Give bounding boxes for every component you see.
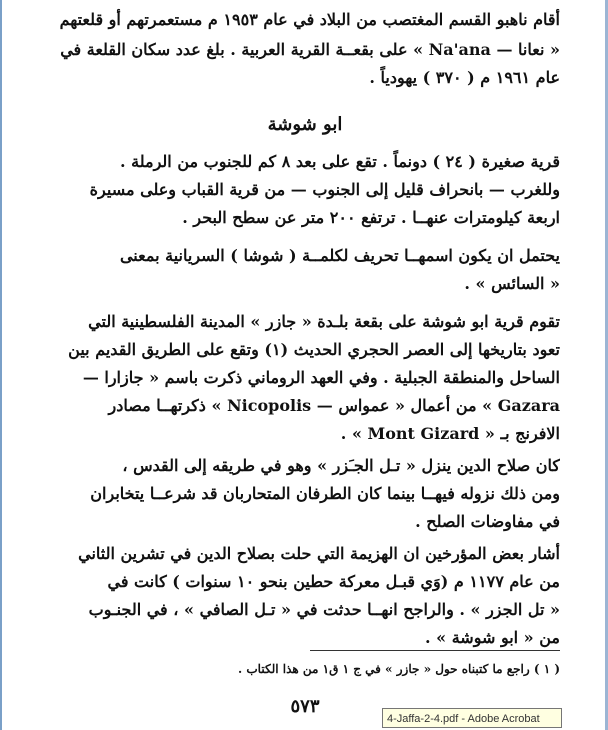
text-line: الافرنج بـ « Mont Gizard » . — [340, 424, 560, 443]
window-frame-left — [0, 0, 2, 730]
window-title-tooltip: 4-Jaffa-2-4.pdf - Adobe Acrobat — [382, 708, 562, 728]
text-line: « نعانا — Na'ana » على بقعــة القرية العربية . بلغ عدد سكان القلعة في — [60, 40, 560, 59]
section-heading: ابو شوشة — [267, 114, 343, 135]
text-line: أشار بعض المؤرخين ان الهزيمة التي حلت بصلاح الدين في تشرين الثاني — [78, 544, 560, 563]
text-line: اربعة كيلومترات عنهــا . ترتفع ٢٠٠ متر عن سطح البحر . — [182, 208, 560, 227]
text-line: يحتمل ان يكون اسمهــا تحريف لكلمــة ( شوشا ) السريانية بمعنى — [119, 246, 560, 265]
text-line: « تل الجزر » . والراجح انهــا حدثت في « تـل الصافي » ، في الجنـوب — [88, 600, 560, 619]
text-line: في مفاوضات الصلح . — [415, 512, 560, 531]
text-line: ومن ذلك نزوله فيهــا بينما كان الطرفان المتحاربان قد شرعــا يتخابران — [90, 484, 560, 503]
text-line: عام ١٩٦١ م ( ٣٧٠ ) يهودياً . — [369, 68, 560, 87]
footnote-separator — [310, 650, 560, 651]
text-line: Gazara » من أعمال « عمواس — Nicopolis » ذكرتهــا مصادر — [108, 396, 560, 415]
text-line: « السائس » . — [464, 274, 560, 293]
text-line: تقوم قرية ابو شوشة على بقعة بلـدة « جازر » المدينة الفلسطينية التي — [88, 312, 560, 331]
text-line: وللغرب — بانحراف قليل إلى الجنوب — من قرية القباب وعلى مسيرة — [89, 180, 560, 199]
text-line: أقام ناهبو القسم المغتصب من البلاد في عام ١٩٥٣ م مستعمرتهم أو قلعتهم — [59, 10, 560, 29]
text-line: الساحل والمنطقة الجبلية . وفي العهد الروماني ذكرت باسم « جازارا — — [82, 368, 560, 387]
text-line: من عام ١١٧٧ م (وَي قبـل معركة حطين بنحو ١٠ سنوات ) كانت في — [107, 572, 560, 591]
page-number: ٥٧٣ — [290, 696, 320, 717]
text-line: قرية صغيرة ( ٢٤ ) دونماً . تقع على بعد ٨ كم للجنوب من الرملة . — [120, 152, 560, 171]
document-page — [50, 0, 560, 730]
text-line: كان صلاح الدين ينزل « تـل الجـَزر » وهو في طريقه إلى القدس ، — [122, 456, 560, 475]
footnote: ( ١ ) راجع ما كتبناه حول « جازر » في ج ١ ق١ من هذا الكتاب . — [238, 662, 560, 676]
text-line: تعود بتاريخها إلى العصر الحجري الحديث (١) وتقع على الطريق القديم بين — [68, 340, 560, 359]
text-line: من « ابو شوشة » . — [425, 628, 560, 647]
